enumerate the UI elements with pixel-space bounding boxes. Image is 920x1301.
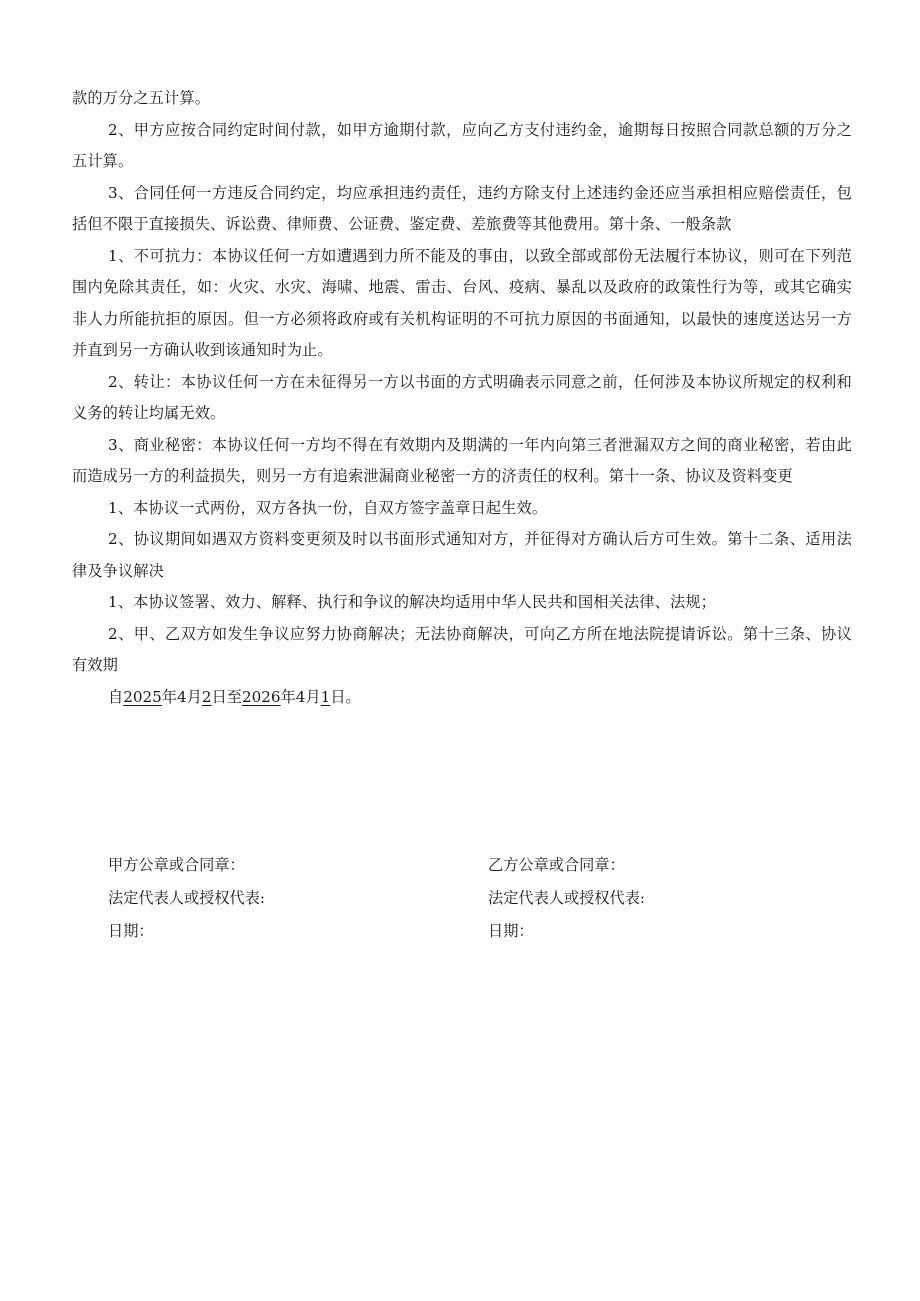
party-b-seal: 乙方公章或合同章： [488, 856, 625, 874]
validity-mid: 日至 [211, 687, 242, 706]
party-b-representative: 法定代表人或授权代表: [488, 889, 645, 907]
clause-trade-secret: 3、商业秘密：本协议任何一方均不得在有效期内及期满的一年内向第三者泄漏双方之间的商业秘密，若由此而造成另一方的利益损失，则另一方有追索泄漏商业秘密一方的济责任的权利。第十一条、协议及资料变更 [72, 435, 852, 485]
signature-row-seal [108, 849, 868, 882]
signature-block [108, 849, 868, 948]
clause-governing-law: 1、本协议签署、效力、解释、执行和争议的解决均适用中华人民共和国相关法律、法规； [108, 593, 716, 611]
start-month: 年4月 [161, 687, 202, 706]
end-year: 2026 [241, 687, 281, 706]
clause-copies: 1、本协议一式两份，双方各执一份，自双方签字盖章日起生效。 [108, 498, 548, 517]
end-day: 1 [320, 687, 331, 706]
party-a-seal: 甲方公章或合同章： [108, 856, 245, 874]
clause-continuation: 款的万分之五计算。 [72, 89, 211, 107]
party-b-date: 日期： [488, 922, 534, 940]
clause-transfer: 2、转让：本协议任何一方在未征得另一方以书面的方式明确表示同意之前，任何涉及本协议所规定的权利和义务的转让均属无效。 [72, 372, 852, 422]
start-year: 2025 [123, 687, 162, 706]
validity-period [72, 682, 852, 714]
clause-dispute: 2、甲、乙双方如发生争议应努力协商解决；无法协商解决，可向乙方所在地法院提请诉讼。第十三条、协议有效期 [72, 624, 852, 674]
clause-force-majeure: 1、不可抗力：本协议任何一方如遭遇到力所不能及的事由，以致全部或部份无法履行本协议，则可在下列范围内免除其责任，如：火灾、水灾、海啸、地震、雷击、台风、疫病、暴乱以及政府的政策性行为等，或其它确实非人力所能抗拒的原因。但一方必须将政府或有关机构证明的不可抗力原因的书面通知，以最快的速度送达另一方并直到另一方确认收到该通知时为止。 [72, 246, 852, 359]
signature-row-rep [108, 882, 868, 915]
validity-prefix: 自 [108, 687, 124, 706]
end-month: 年4月 [280, 687, 321, 706]
start-day: 2 [201, 687, 212, 706]
clause-data-change: 2、协议期间如遇双方资料变更须及时以书面形式通知对方，并征得对方确认后方可生效。第十二条、适用法律及争议解决 [72, 530, 852, 580]
contract-page [72, 83, 852, 940]
signature-row-date [108, 915, 868, 948]
party-a-date: 日期： [108, 922, 154, 940]
clause-late-payment: 2、甲方应按合同约定时间付款，如甲方逾期付款，应向乙方支付违约金，逾期每日按照合同款总额的万分之五计算。 [72, 120, 852, 170]
validity-suffix: 日。 [330, 687, 361, 706]
party-a-representative: 法定代表人或授权代表: [108, 889, 265, 907]
clause-breach-liability: 3、合同任何一方违反合同约定，均应承担违约责任，违约方除支付上述违约金还应当承担相应赔偿责任，包括但不限于直接损失、诉讼费、律师费、公证费、鉴定费、差旅费等其他费用。第十条、一般条款 [72, 183, 852, 233]
